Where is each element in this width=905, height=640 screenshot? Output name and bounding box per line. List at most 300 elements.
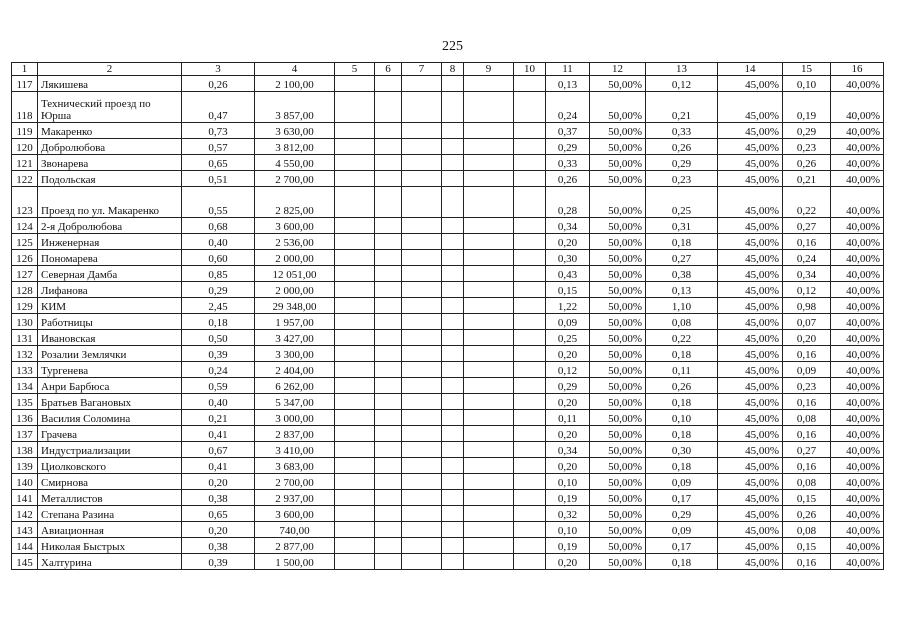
table-cell: 3 600,00 [255,506,335,522]
table-cell: 0,07 [783,314,831,330]
table-cell: Лякишева [38,76,182,92]
table-cell: 0,09 [546,314,590,330]
table-row [12,522,884,538]
table-cell: 0,37 [546,123,590,139]
table-cell [514,394,546,410]
table-cell: 0,16 [783,394,831,410]
table-cell [442,92,464,123]
table-cell [375,250,402,266]
table-row [12,171,884,187]
table-cell: 0,31 [646,218,718,234]
table-cell: 0,20 [546,554,590,570]
table-cell [514,282,546,298]
table-cell: 50,00% [590,139,646,155]
table-row [12,250,884,266]
table-cell: 0,12 [783,282,831,298]
table-cell [464,442,514,458]
table-cell [335,187,375,218]
table-cell [402,410,442,426]
table-cell: 3 600,00 [255,218,335,234]
table-cell: 40,00% [831,410,884,426]
table-cell [442,490,464,506]
table-cell [442,378,464,394]
table-cell: 2 825,00 [255,187,335,218]
table-cell: Анри Барбюса [38,378,182,394]
table-row [12,538,884,554]
table-cell [442,234,464,250]
table-cell: 144 [12,538,38,554]
table-cell: Подольская [38,171,182,187]
table-cell [442,506,464,522]
table-cell: 0,23 [783,139,831,155]
table-row [12,442,884,458]
table-cell: 0,50 [182,330,255,346]
table-cell: 0,33 [546,155,590,171]
table-cell: 0,19 [783,92,831,123]
table-cell [514,538,546,554]
table-cell [375,234,402,250]
table-cell [335,426,375,442]
table-cell: Николая Быстрых [38,538,182,554]
table-cell: 120 [12,139,38,155]
table-cell [335,346,375,362]
column-header: 7 [402,63,442,76]
table-cell: 45,00% [718,298,783,314]
table-cell: 2 877,00 [255,538,335,554]
table-cell: 0,85 [182,266,255,282]
table-cell: 1,22 [546,298,590,314]
table-cell: 50,00% [590,410,646,426]
table-cell: 0,65 [182,506,255,522]
table-cell: 0,27 [646,250,718,266]
table-cell: 0,41 [182,426,255,442]
table-cell: 45,00% [718,346,783,362]
table-cell: 0,22 [783,187,831,218]
table-cell [514,171,546,187]
table-cell: 50,00% [590,218,646,234]
table-row [12,554,884,570]
table-cell: 50,00% [590,522,646,538]
table-cell [514,506,546,522]
table-cell [514,123,546,139]
table-cell: 2 100,00 [255,76,335,92]
table-row [12,474,884,490]
table-cell [464,378,514,394]
table-cell: 50,00% [590,298,646,314]
table-cell: 50,00% [590,282,646,298]
table-cell: 2 000,00 [255,250,335,266]
column-header: 5 [335,63,375,76]
table-cell [464,250,514,266]
column-header: 4 [255,63,335,76]
table-cell: 2 700,00 [255,474,335,490]
table-cell: 29 348,00 [255,298,335,314]
table-cell: 40,00% [831,139,884,155]
table-cell: 50,00% [590,171,646,187]
table-cell [375,490,402,506]
table-cell: 45,00% [718,282,783,298]
table-cell: 45,00% [718,538,783,554]
table-cell [464,410,514,426]
column-header: 8 [442,63,464,76]
table-cell [375,394,402,410]
table-cell: Василия Соломина [38,410,182,426]
table-cell: 40,00% [831,346,884,362]
table-cell [402,522,442,538]
table-cell: 0,29 [546,378,590,394]
table-cell [335,314,375,330]
table-cell [375,155,402,171]
table-cell: 0,20 [546,234,590,250]
table-row [12,298,884,314]
table-cell: 0,29 [546,139,590,155]
table-cell: Лифанова [38,282,182,298]
table-cell: 0,23 [783,378,831,394]
column-header: 13 [646,63,718,76]
table-row [12,506,884,522]
table-cell: 127 [12,266,38,282]
table-cell: 122 [12,171,38,187]
table-cell [464,554,514,570]
table-cell: 3 300,00 [255,346,335,362]
table-cell [402,76,442,92]
table-cell: 40,00% [831,282,884,298]
table-cell: Добролюбова [38,139,182,155]
table-cell: 45,00% [718,266,783,282]
table-cell: 140 [12,474,38,490]
table-cell: 0,27 [783,218,831,234]
table-cell: 0,30 [646,442,718,458]
table-cell [375,458,402,474]
table-cell: 126 [12,250,38,266]
table-cell [464,426,514,442]
table-cell [514,76,546,92]
table-cell [335,155,375,171]
table-cell: 40,00% [831,538,884,554]
header-row [12,63,884,76]
table-cell: 0,65 [182,155,255,171]
table-cell [375,187,402,218]
table-cell: Проезд по ул. Макаренко [38,187,182,218]
table-cell: 50,00% [590,426,646,442]
table-cell [402,506,442,522]
table-cell: Братьев Вагановых [38,394,182,410]
table-cell: 132 [12,346,38,362]
table-cell: 45,00% [718,314,783,330]
table-cell: 0,29 [783,123,831,139]
table-cell: Технический проезд по Юрша [38,92,182,123]
table-cell: 0,08 [783,474,831,490]
table-cell [442,442,464,458]
table-cell [514,155,546,171]
table-cell: 5 347,00 [255,394,335,410]
table-cell [375,123,402,139]
table-cell: 45,00% [718,139,783,155]
table-cell [375,171,402,187]
table-cell: 50,00% [590,442,646,458]
table-cell: 142 [12,506,38,522]
column-header: 9 [464,63,514,76]
table-cell: 40,00% [831,314,884,330]
table-cell: 0,39 [182,554,255,570]
table-cell: Смирнова [38,474,182,490]
table-cell: 50,00% [590,314,646,330]
table-cell: 0,16 [783,234,831,250]
table-cell: 2 536,00 [255,234,335,250]
table-cell: 0,18 [646,554,718,570]
table-cell: Индустриализации [38,442,182,458]
table-cell: 0,38 [646,266,718,282]
table-cell [514,218,546,234]
table-cell [335,442,375,458]
table-cell: 45,00% [718,458,783,474]
table-cell: 0,59 [182,378,255,394]
table-cell [514,266,546,282]
table-cell [335,506,375,522]
table-cell: 6 262,00 [255,378,335,394]
table-cell: 0,20 [546,394,590,410]
table-cell [514,187,546,218]
table-cell: 50,00% [590,394,646,410]
table-cell: 1,10 [646,298,718,314]
table-cell: 130 [12,314,38,330]
table-cell [402,92,442,123]
table-cell [402,346,442,362]
table-cell: 0,18 [646,426,718,442]
table-cell: 0,09 [783,362,831,378]
table-row [12,139,884,155]
table-cell [464,522,514,538]
table-cell: 0,20 [182,522,255,538]
table-cell: 0,19 [546,490,590,506]
table-cell: 0,41 [182,458,255,474]
table-row [12,234,884,250]
table-cell [402,442,442,458]
table-cell: 0,11 [546,410,590,426]
table-cell [402,139,442,155]
table-cell [442,314,464,330]
table-cell: 45,00% [718,187,783,218]
table-cell: 2 937,00 [255,490,335,506]
table-cell: 0,10 [546,522,590,538]
table-cell: 50,00% [590,187,646,218]
table-cell [442,474,464,490]
table-cell: 45,00% [718,426,783,442]
column-header: 2 [38,63,182,76]
table-cell: 0,24 [546,92,590,123]
table-cell: 0,26 [646,378,718,394]
table-cell: 45,00% [718,330,783,346]
table-cell [464,330,514,346]
table-cell [442,394,464,410]
table-cell: 138 [12,442,38,458]
table-cell [375,522,402,538]
table-cell: 0,25 [546,330,590,346]
table-cell [442,139,464,155]
table-cell: 40,00% [831,442,884,458]
table-cell [514,234,546,250]
table-cell [335,490,375,506]
table-cell [375,554,402,570]
table-cell: 0,16 [783,346,831,362]
table-cell: 0,26 [783,506,831,522]
data-table [11,62,884,570]
table-cell: 40,00% [831,362,884,378]
table-cell: 0,15 [783,538,831,554]
table-cell: 0,16 [783,554,831,570]
table-cell: 40,00% [831,250,884,266]
table-cell: 45,00% [718,123,783,139]
table-cell: 0,38 [182,538,255,554]
table-cell: 40,00% [831,490,884,506]
table-cell [464,234,514,250]
table-cell: 0,33 [646,123,718,139]
table-cell [442,282,464,298]
table-cell: 0,67 [182,442,255,458]
table-cell: 0,08 [646,314,718,330]
table-cell: 50,00% [590,474,646,490]
table-cell [514,314,546,330]
table-cell [335,474,375,490]
table-cell: 0,34 [783,266,831,282]
table-cell: 121 [12,155,38,171]
table-cell [335,250,375,266]
table-cell [442,410,464,426]
table-cell: 4 550,00 [255,155,335,171]
table-cell: 2,45 [182,298,255,314]
table-cell: 0,60 [182,250,255,266]
table-cell [402,314,442,330]
table-cell [335,234,375,250]
table-cell: 45,00% [718,554,783,570]
table-cell: 0,20 [546,458,590,474]
table-cell: 45,00% [718,171,783,187]
table-cell [375,474,402,490]
table-cell: Пономарева [38,250,182,266]
table-cell: 50,00% [590,490,646,506]
table-cell [514,92,546,123]
table-cell: 45,00% [718,234,783,250]
table-cell [464,458,514,474]
table-cell [464,346,514,362]
table-row [12,187,884,218]
table-cell [514,298,546,314]
table-cell: Халтурина [38,554,182,570]
table-cell: 45,00% [718,474,783,490]
table-cell: Тургенева [38,362,182,378]
column-header: 6 [375,63,402,76]
table-cell [402,362,442,378]
table-cell: 0,25 [646,187,718,218]
table-cell [335,92,375,123]
table-cell [375,538,402,554]
table-cell: 136 [12,410,38,426]
table-cell: 0,23 [646,171,718,187]
table-cell [442,522,464,538]
table-cell: 0,55 [182,187,255,218]
table-cell: 0,34 [546,442,590,458]
column-header: 12 [590,63,646,76]
table-cell: 0,98 [783,298,831,314]
table-row [12,458,884,474]
table-cell: 40,00% [831,474,884,490]
table-cell [402,187,442,218]
table-cell: 0,40 [182,234,255,250]
table-cell: 0,18 [646,394,718,410]
table-cell: 0,43 [546,266,590,282]
table-cell [375,92,402,123]
table-cell [442,298,464,314]
table-cell [335,266,375,282]
table-cell: 40,00% [831,187,884,218]
table-cell: 45,00% [718,394,783,410]
table-cell: 0,57 [182,139,255,155]
table-cell: 0,09 [646,522,718,538]
table-cell [464,490,514,506]
table-cell [514,442,546,458]
table-cell: Розалии Землячки [38,346,182,362]
table-cell: 2 000,00 [255,282,335,298]
table-cell: КИМ [38,298,182,314]
table-cell: 123 [12,187,38,218]
table-cell: 0,24 [783,250,831,266]
table-cell: Ивановская [38,330,182,346]
table-cell: 3 683,00 [255,458,335,474]
table-cell [464,76,514,92]
table-cell: 45,00% [718,378,783,394]
table-cell: 50,00% [590,362,646,378]
table-cell: 40,00% [831,522,884,538]
table-cell: 0,28 [546,187,590,218]
table-cell: 134 [12,378,38,394]
table-cell: 0,47 [182,92,255,123]
table-cell: 124 [12,218,38,234]
table-cell [464,282,514,298]
table-cell [442,123,464,139]
table-cell [442,218,464,234]
table-cell: 0,20 [783,330,831,346]
table-cell [464,362,514,378]
table-cell: 0,15 [546,282,590,298]
table-cell: 0,68 [182,218,255,234]
table-cell: 12 051,00 [255,266,335,282]
table-cell [375,378,402,394]
table-cell: 0,21 [182,410,255,426]
table-cell: 40,00% [831,155,884,171]
table-cell [375,76,402,92]
table-cell: 0,20 [546,426,590,442]
table-cell: 40,00% [831,458,884,474]
table-cell: Макаренко [38,123,182,139]
table-row [12,362,884,378]
table-cell: 1 957,00 [255,314,335,330]
table-cell: 0,22 [646,330,718,346]
table-cell [514,474,546,490]
table-cell: 50,00% [590,123,646,139]
table-cell [402,218,442,234]
table-cell: 0,29 [646,155,718,171]
table-cell: Инженерная [38,234,182,250]
table-cell: 40,00% [831,378,884,394]
table-cell: 0,18 [646,346,718,362]
table-cell: 129 [12,298,38,314]
table-cell: 0,21 [646,92,718,123]
table-cell [442,362,464,378]
table-cell [335,554,375,570]
table-cell: 0,15 [783,490,831,506]
table-cell [375,426,402,442]
column-header: 14 [718,63,783,76]
